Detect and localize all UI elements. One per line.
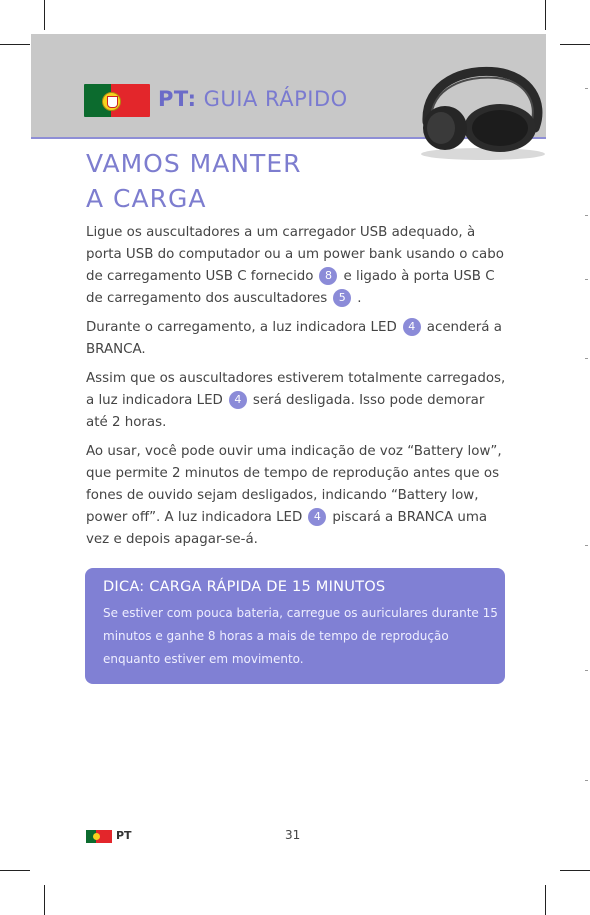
paragraph-battery-low [86, 441, 506, 551]
tip-text: Se estiver com pouca bateria, carregue os auriculares durante 15 minutos e ganhe 8 horas a mais de tempo de reprodução enquanto estiver em movimento. [103, 606, 498, 666]
crop-mark [0, 44, 30, 45]
paragraph-led-charging [86, 317, 506, 361]
callout-number: 5 [333, 289, 351, 307]
page-title [86, 146, 301, 216]
callout-number: 4 [229, 391, 247, 409]
page-number: 31 [285, 828, 301, 842]
crop-mark [560, 870, 590, 871]
edge-mark [585, 279, 588, 280]
text-run: Durante o carregamento, a luz indicadora LED [86, 320, 397, 335]
text-run: acenderá a BRANCA. [86, 320, 502, 357]
text-run: será desligada. Isso pode demorar até 2 horas. [86, 393, 485, 430]
paragraph-fully-charged [86, 368, 506, 434]
callout-number: 8 [319, 267, 337, 285]
headphones-image [405, 62, 555, 162]
edge-mark [585, 545, 588, 546]
edge-mark [585, 215, 588, 216]
crop-mark [44, 885, 45, 915]
paragraph-charging-connect [86, 222, 506, 310]
callout-number: 4 [403, 318, 421, 336]
tip-box [85, 568, 505, 684]
portugal-flag-icon [84, 84, 150, 117]
text-run: . [357, 291, 362, 306]
header-guide-title: GUIA RÁPIDO [203, 87, 348, 111]
crop-mark [44, 0, 45, 30]
header-title [158, 87, 348, 111]
crop-mark [560, 44, 590, 45]
edge-mark [585, 780, 588, 781]
callout-number: 4 [308, 508, 326, 526]
header-lang-code: PT: [158, 87, 197, 111]
title-line-2: A CARGA [86, 184, 207, 213]
text-run: e ligado à porta USB C de carregamento dos auscultadores [86, 269, 495, 306]
text-run: Ao usar, você pode ouvir uma indicação de voz “Battery low”, que permite 2 minutos de tempo de reprodução antes que os fones de ouvido sejam desligados, indicando “Battery low, power off”. A luz indicadora LED [86, 444, 502, 525]
crop-mark [0, 870, 30, 871]
text-run: Ligue os auscultadores a um carregador USB adequado, à porta USB do computador ou a um power bank usando o cabo de carregamento USB C fornecido [86, 225, 504, 284]
footer-lang: PT [116, 829, 132, 842]
edge-mark [585, 358, 588, 359]
body-text [86, 222, 506, 558]
crop-mark [545, 885, 546, 915]
portugal-flag-icon [86, 830, 112, 843]
edge-mark [585, 88, 588, 89]
tip-title: DICA: CARGA RÁPIDA DE 15 MINUTOS [103, 578, 386, 595]
text-run: Assim que os auscultadores estiverem totalmente carregados, a luz indicadora LED [86, 371, 506, 408]
edge-mark [585, 670, 588, 671]
crop-mark [545, 0, 546, 30]
text-run: piscará a BRANCA uma vez e depois apagar-se-á. [86, 510, 488, 547]
title-line-1: VAMOS MANTER [86, 149, 302, 178]
